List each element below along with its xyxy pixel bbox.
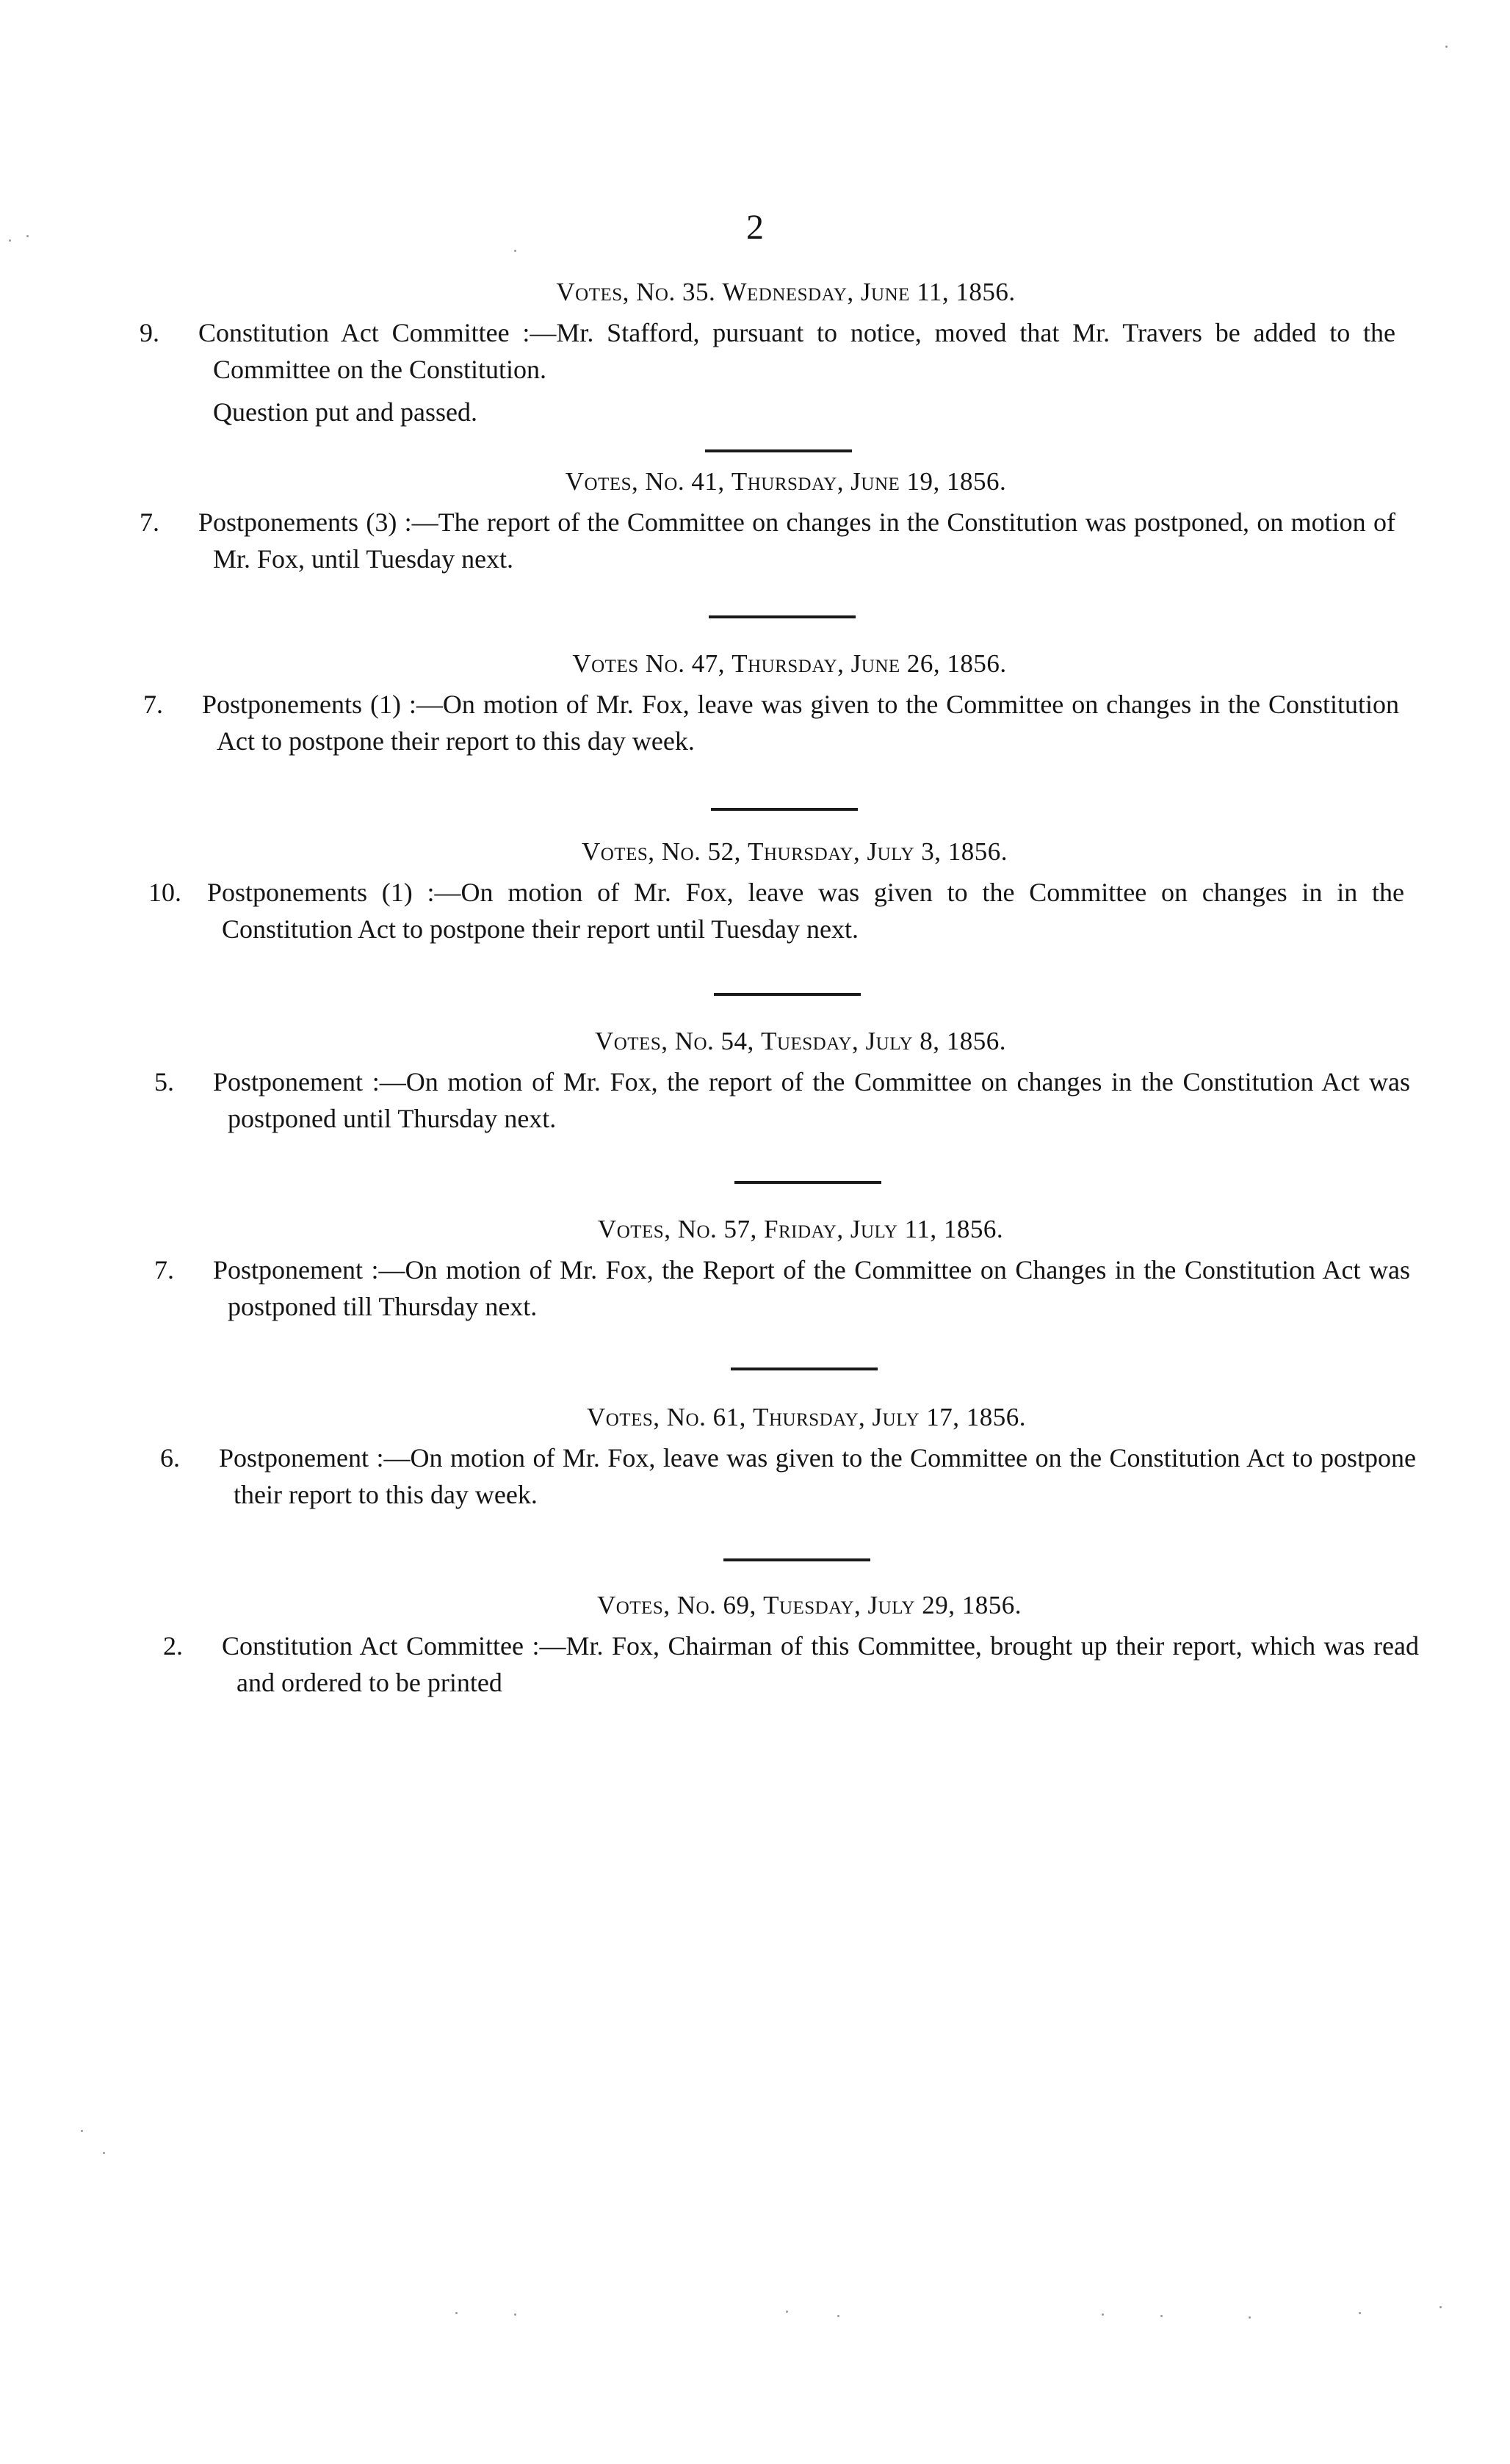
votes-heading: Votes, No. 52, Thursday, July 3, 1856.	[581, 837, 1008, 866]
section-divider	[709, 615, 856, 618]
item-number: 10 .	[185, 874, 207, 911]
item-title: Postponements (3) :—	[198, 507, 438, 537]
scan-speck	[1445, 46, 1448, 48]
section-divider	[711, 808, 858, 811]
proceeding-item	[154, 1063, 1410, 1137]
scan-speck	[1249, 2316, 1251, 2319]
item-number: 6 .	[197, 1439, 219, 1476]
scan-speck	[1359, 2312, 1361, 2314]
item-title: Postponements (1) :—	[207, 878, 461, 907]
votes-entry	[163, 1591, 1419, 1701]
section-divider	[731, 1368, 878, 1370]
item-number: 7 .	[191, 1251, 213, 1288]
votes-heading: Votes, No. 69, Tuesday, July 29, 1856.	[596, 1591, 1022, 1619]
item-title: Postponements (1) :—	[202, 690, 443, 719]
section-divider	[734, 1181, 881, 1184]
page-number: 2	[746, 208, 764, 247]
item-text: On motion of Mr. Fox, leave was given to the Committee on changes in the Constitution Act to postpone their report to this day week.	[217, 690, 1399, 756]
item-title: Postponement :—	[213, 1067, 406, 1096]
item-text: Mr. Fox, Chairman of this Committee, brought up their report, which was read and ordered to be printed	[236, 1631, 1419, 1697]
item-text: On motion of Mr. Fox, leave was given to the Committee on changes in in the Constitution Act to postpone their report until Tuesday next.	[222, 878, 1404, 944]
scan-speck	[837, 2315, 839, 2317]
question-result: Question put and passed.	[213, 397, 477, 427]
proceeding-item	[163, 1627, 1419, 1701]
scan-speck	[455, 2312, 458, 2314]
item-title: Postponement :—	[219, 1443, 410, 1473]
votes-heading: Votes, No. 41, Thursday, June 19, 1856.	[565, 467, 1007, 496]
scan-speck	[81, 2130, 83, 2132]
item-number: 5 .	[191, 1063, 213, 1100]
scan-speck	[514, 250, 516, 252]
item-text: On motion of Mr. Fox, the report of the Committee on changes in the Constitution Act was postponed until Thursday next.	[228, 1067, 1410, 1133]
votes-entry	[154, 1215, 1410, 1325]
votes-entry	[148, 837, 1404, 947]
section-divider	[723, 1558, 870, 1561]
votes-heading: Votes, No. 54, Tuesday, July 8, 1856.	[594, 1027, 1007, 1055]
proceeding-item	[148, 874, 1404, 947]
item-title: Constitution Act Committee :—	[222, 1631, 566, 1661]
votes-entry	[140, 278, 1395, 430]
scan-speck	[1102, 2313, 1104, 2316]
proceeding-item	[140, 504, 1395, 577]
proceeding-item	[140, 314, 1395, 388]
votes-entry	[143, 649, 1399, 759]
item-title: Postponement :—	[213, 1255, 405, 1285]
proceeding-item	[143, 686, 1399, 759]
item-title: Constitution Act Committee :—	[198, 318, 556, 347]
scan-speck	[1160, 2315, 1163, 2317]
votes-heading: Votes, No. 57, Friday, July 11, 1856.	[597, 1215, 1004, 1243]
scan-speck	[514, 2313, 516, 2316]
votes-entry	[154, 1027, 1410, 1137]
scan-speck	[786, 2311, 788, 2313]
item-text: On motion of Mr. Fox, leave was given to the Committee on the Constitution Act to postpone their report to this day week.	[234, 1443, 1416, 1509]
scan-speck	[1439, 2306, 1442, 2308]
item-number: 2 .	[200, 1627, 222, 1664]
scan-speck	[26, 235, 29, 237]
item-text: On motion of Mr. Fox, the Report of the Committee on Changes in the Constitution Act was postponed till Thursday next.	[228, 1255, 1410, 1321]
votes-heading: Votes, No. 61, Thursday, July 17, 1856.	[586, 1403, 1027, 1431]
item-text: The report of the Committee on changes in the Constitution was postponed, on motion of Mr. Fox, until Tuesday next.	[213, 507, 1395, 574]
votes-entry	[160, 1403, 1416, 1513]
votes-heading: Votes No. 47, Thursday, June 26, 1856.	[572, 649, 1007, 678]
scan-speck	[9, 239, 11, 242]
scan-speck	[103, 2152, 105, 2154]
item-number: 7 .	[180, 686, 202, 723]
section-divider	[705, 449, 852, 452]
item-text: Mr. Stafford, pursuant to notice, moved that Mr. Travers be added to the Committee on the Constitution.	[213, 318, 1395, 384]
item-number: 9 .	[176, 314, 198, 351]
proceeding-item	[154, 1251, 1410, 1325]
votes-heading: Votes, No. 35. Wednesday, June 11, 1856.	[556, 278, 1016, 306]
votes-entry	[140, 467, 1395, 577]
item-number: 7 .	[176, 504, 198, 541]
proceeding-item	[160, 1439, 1416, 1513]
section-divider	[714, 993, 861, 996]
